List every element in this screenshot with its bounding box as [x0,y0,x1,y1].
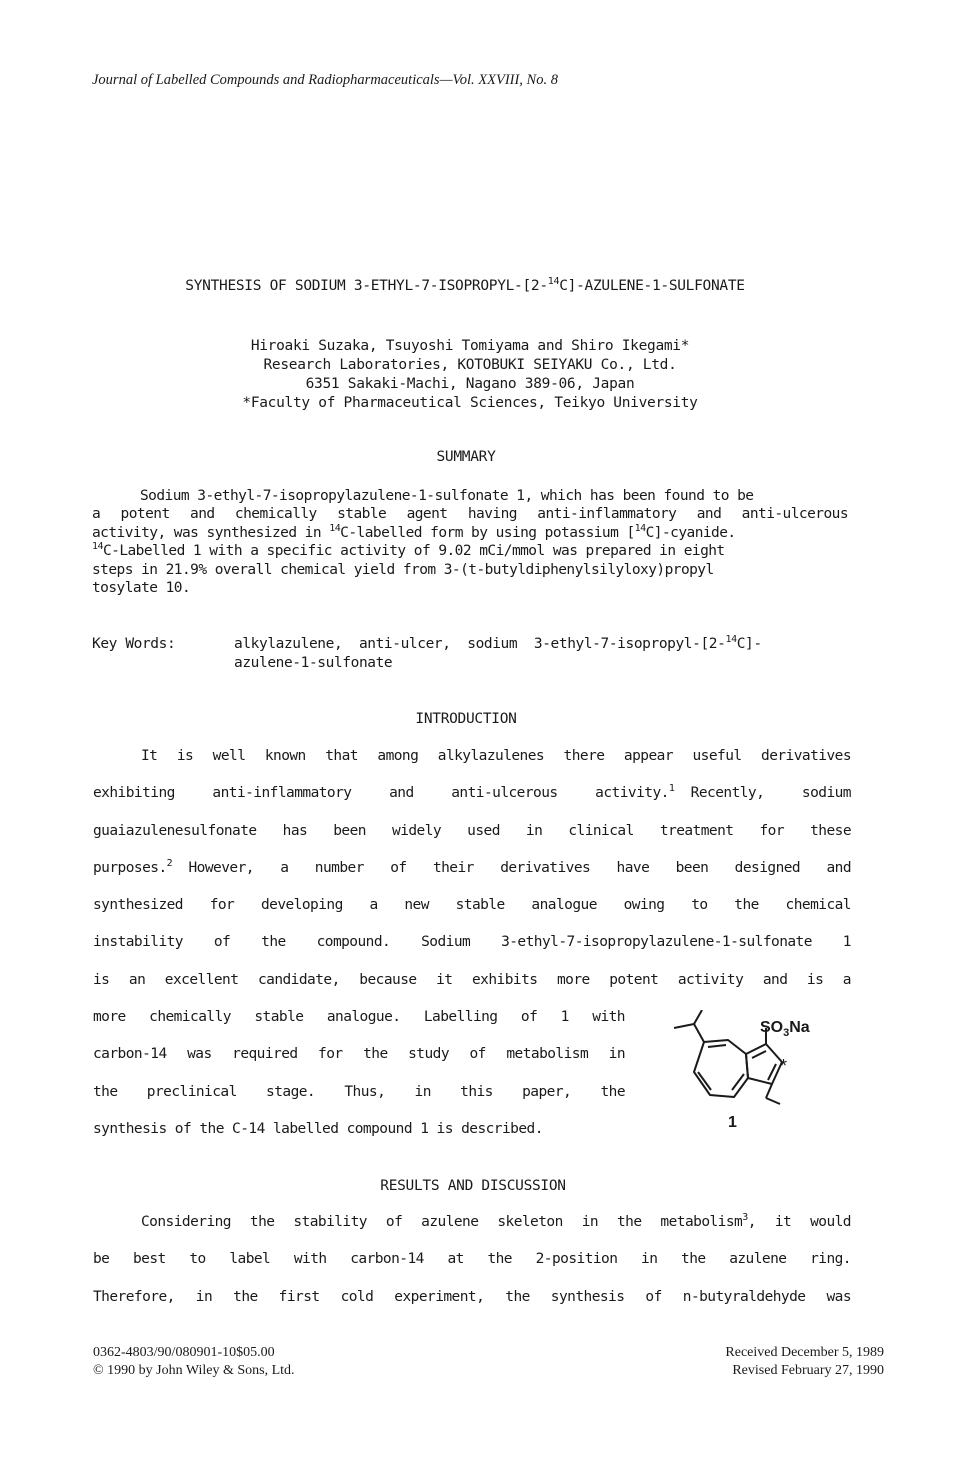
author-block [0,337,940,413]
seven-membered-ring [694,1040,748,1097]
summary-fragment: C]-cyanide. [645,524,736,541]
article-code: 0362-4803/90/080901-10$05.00 [93,1345,275,1360]
summary-line [92,542,848,560]
body-line [93,775,851,812]
body-line: carbon-14 was required for the study of metabolism in [93,1046,625,1063]
keywords-line: azulene-1-sulfonate [234,655,393,671]
keywords-label: Key Words: [92,636,176,652]
summary-line: tosylate 10. [92,580,191,597]
body-line [93,850,851,887]
summary-fragment: C-labelled form by using potassium [ [340,524,635,541]
summary-line: a potent and chemically stable agent having anti-inflammatory and anti-ulcerous [92,506,848,523]
body-fragment: purposes. [93,859,167,876]
azulene-structure-drawing [652,1010,852,1140]
body-fragment: , it would [747,1214,851,1230]
body-line: is an excellent candidate, because it exhibits more potent activity and is a [93,971,851,988]
author-names: Hiroaki Suzaka, Tsuyoshi Tomiyama and Shiro Ikegami* [250,338,690,354]
keywords-fragment: C]- [736,636,762,652]
affiliation-address: 6351 Sakaki-Machi, Nagano 389-06, Japan [305,376,635,392]
journal-header: Journal of Labelled Compounds and Radiopharmaceuticals—Vol. XXVIII, No. 8 [92,72,558,88]
sulfonate-label [760,1019,810,1039]
five-membered-ring [746,1044,782,1084]
ethyl-bond [766,1084,772,1098]
ethyl-bond [766,1098,780,1104]
isotope-sup: 14 [634,522,646,534]
double-bond [752,1051,766,1058]
body-line: synthesized for developing a new stable analogue owing to the chemical [93,897,851,914]
summary-line: steps in 21.9% overall chemical yield from 3-(t-butyldiphenylsilyloxy)propyl [92,561,714,578]
summary-fragment: activity, was synthesized in [92,524,330,541]
body-line: instability of the compound. Sodium 3-ethyl-7-isopropylazulene-1-sulfonate 1 [93,934,851,951]
body-fragment: However, a number of their derivatives have been designed and [188,859,851,876]
body-fragment: Considering the stability of azulene skeleton in the metabolism [141,1214,743,1230]
keywords-fragment: alkylazulene, anti-ulcer, sodium 3-ethyl-7-isopropyl-[2- [234,636,726,652]
body-line: guaiazulenesulfonate has been widely used in clinical treatment for these [93,822,851,839]
copyright: © 1990 by John Wiley & Sons, Ltd. [93,1363,295,1378]
body-line: be best to label with carbon-14 at the 2-position in the azulene ring. [93,1251,851,1268]
double-bond [732,1074,744,1090]
body-fragment: Recently, sodium [690,785,851,802]
summary-heading: SUMMARY [436,449,496,465]
reference-sup: 3 [742,1212,748,1223]
body-fragment: exhibiting anti-inflammatory and anti-ulcerous activity. [93,785,669,802]
isotope-sup: 14 [725,634,737,645]
title-part-2: C]-AZULENE-1-SULFONATE [559,278,745,294]
summary-line [92,524,848,542]
keywords-line [234,636,762,652]
summary-fragment: C-Labelled 1 with a specific activity of 9.02 mCi/mmol was prepared in eight [102,543,725,560]
results-body [93,1204,851,1316]
compound-structure [652,1010,852,1140]
affiliation-faculty: *Faculty of Pharmaceutical Sciences, Teikyo University [242,395,698,411]
introduction-heading: INTRODUCTION [415,711,517,727]
isopropyl-bond [694,1010,702,1024]
isotope-sup: 14 [329,522,341,534]
reference-sup: 2 [166,857,173,869]
title-part-1: SYNTHESIS OF SODIUM 3-ETHYL-7-ISOPROPYL-[2- [185,278,548,294]
label-star: * [780,1056,788,1076]
na-text: Na [789,1019,810,1036]
isopropyl-bond [694,1024,704,1042]
body-line: synthesis of the C-14 labelled compound 1 is described. [93,1120,543,1137]
title-isotope: 14 [547,276,560,287]
so-text: SO [760,1019,784,1036]
body-line [93,1204,851,1241]
compound-number: 1 [728,1114,737,1131]
summary-line: Sodium 3-ethyl-7-isopropylazulene-1-sulfonate 1, which has been found to be [140,488,754,504]
reference-sup: 1 [668,783,675,795]
footer-right [725,1344,884,1380]
body-line: the preclinical stage. Thus, in this paper, the [93,1083,625,1100]
affiliation-lab: Research Laboratories, KOTOBUKI SEIYAKU Co., Ltd. [263,357,677,373]
results-heading: RESULTS AND DISCUSSION [380,1178,566,1194]
received-date: Received December 5, 1989 [725,1345,884,1360]
footer-left [93,1344,295,1380]
isopropyl-bond [674,1024,694,1028]
revised-date: Revised February 27, 1990 [732,1363,884,1378]
subscript-3: 3 [783,1027,790,1039]
body-line: more chemically stable analogue. Labelling of 1 with [93,1009,625,1026]
summary-text [92,487,848,597]
paper-title [0,278,930,294]
body-line: It is well known that among alkylazulenes there appear useful derivatives [141,748,851,764]
body-line: Therefore, in the first cold experiment, the synthesis of n-butyraldehyde was [93,1288,851,1305]
double-bond [708,1045,726,1047]
isotope-sup: 14 [92,541,103,553]
